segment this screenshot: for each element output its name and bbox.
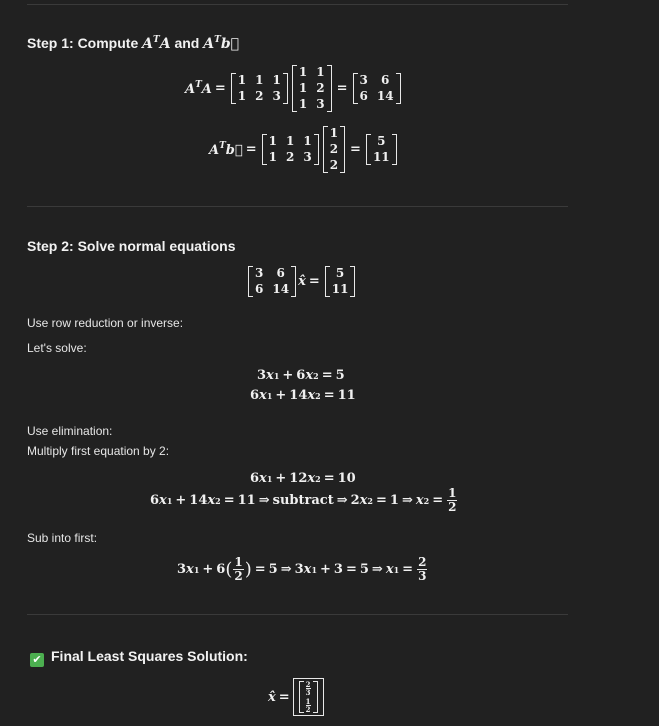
final-solution: x̂ = $\frac{2}{3}$ $\frac{1}{2}$ <box>268 678 324 716</box>
divider-2 <box>27 614 568 615</box>
step2-heading: Step 2: Solve normal equations <box>27 238 236 254</box>
final-vector <box>299 681 318 713</box>
elim-line1: 6 x 1 + 12 x 2 = 10 <box>250 471 356 486</box>
final-solution-box <box>293 678 324 716</box>
divider-1 <box>27 206 568 207</box>
a-matrix: 1 1 1 2 1 3 <box>292 65 332 112</box>
text-row-reduction: Use row reduction or inverse: <box>27 316 184 330</box>
step1-heading-atb: $A^Tb⃗$ <box>203 35 240 52</box>
at-matrix: 1 1 1 1 2 3 <box>231 73 288 104</box>
system-eq2: 6 x 1 + 14 x 2 = 11 <box>250 388 356 403</box>
b-vector: 1 2 2 <box>323 126 345 173</box>
ata-result-matrix: 3 6 6 14 <box>353 73 401 104</box>
text-sub-into-first: Sub into first: <box>27 531 98 545</box>
at-matrix-2: 1 1 1 1 2 3 <box>262 134 319 165</box>
text-multiply-first: Multiply first equation by 2: <box>27 444 170 458</box>
ata-equation: $A^TA$ = 1 1 1 1 2 3 1 1 1 2 1 3 = 3 6 6 14 <box>185 65 403 112</box>
atb-result-vector: 5 11 <box>366 134 397 165</box>
text-lets-solve: Let's solve: <box>27 341 87 355</box>
final-x2: $\frac{1}{2}$ <box>305 697 311 714</box>
top-divider <box>27 4 568 5</box>
system-eq1: 3 x 1 + 6 x 2 = 5 <box>257 368 345 383</box>
elim-line2: 6 x 1 + 14 x 2 = 11 ⇒ subtract ⇒ 2 x 2 = 1 ⇒ x 2 = $\frac{1}{2}$ <box>150 486 457 514</box>
normal-equation: 3 6 6 14 x̂ = 5 11 <box>246 266 357 297</box>
x2-fraction: $\frac{1}{2}$ <box>448 486 457 514</box>
sub-half-fraction: $\frac{1}{2}$ <box>234 555 243 583</box>
normal-rhs-vector: 5 11 <box>325 266 356 297</box>
step1-heading-ata: $A^TA$ <box>142 35 171 52</box>
normal-matrix: 3 6 6 14 <box>248 266 296 297</box>
text-use-elimination: Use elimination: <box>27 424 113 438</box>
final-x1: $\frac{2}{3}$ <box>305 680 311 697</box>
atb-equation: $A^Tb⃗$ = 1 1 1 1 2 3 1 2 2 = 5 11 <box>209 126 399 173</box>
x1-fraction: $\frac{2}{3}$ <box>418 555 427 583</box>
check-mark-icon: ✔ <box>30 653 44 667</box>
substitution-line: 3 x 1 + 6 ( $\frac{1}{2}$ ) = 5 ⇒ 3 x 1 + 3 = 5 ⇒ x 1 = $\frac{2}{3}$ <box>177 555 427 583</box>
final-heading: ✔ Final Least Squares Solution: <box>30 648 248 667</box>
step1-heading: Step 1: Compute $A^TA$ and $A^Tb⃗$ <box>27 35 240 52</box>
